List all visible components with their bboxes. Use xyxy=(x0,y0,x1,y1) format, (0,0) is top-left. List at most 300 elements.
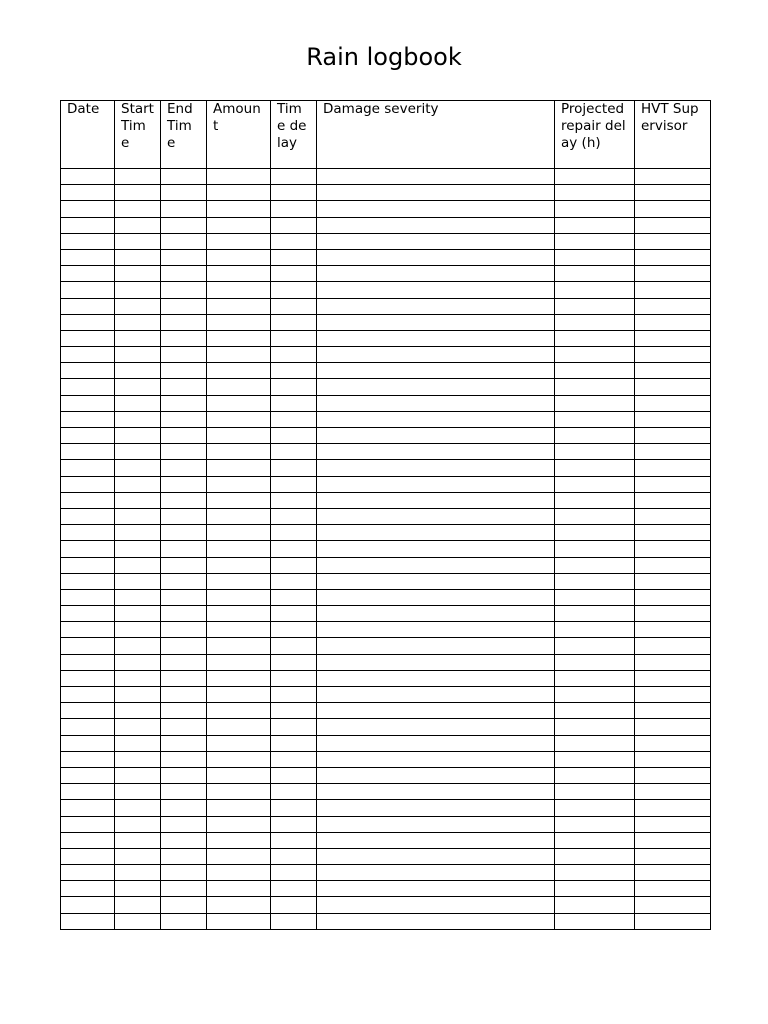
rain-logbook-table xyxy=(60,100,711,930)
table-cell xyxy=(271,395,317,411)
table-cell xyxy=(161,638,207,654)
table-cell xyxy=(115,719,161,735)
table-cell xyxy=(555,606,635,622)
table-cell xyxy=(161,363,207,379)
table-cell xyxy=(555,282,635,298)
table-row xyxy=(61,897,711,913)
table-cell xyxy=(635,606,711,622)
table-cell xyxy=(555,622,635,638)
table-cell xyxy=(207,638,271,654)
table-cell xyxy=(115,784,161,800)
table-cell xyxy=(61,897,115,913)
table-cell xyxy=(555,687,635,703)
table-cell xyxy=(161,476,207,492)
table-cell xyxy=(115,201,161,217)
table-cell xyxy=(161,266,207,282)
table-row xyxy=(61,800,711,816)
table-cell xyxy=(61,347,115,363)
table-cell xyxy=(635,282,711,298)
table-cell xyxy=(555,460,635,476)
table-row xyxy=(61,298,711,314)
table-cell xyxy=(207,525,271,541)
table-cell xyxy=(555,897,635,913)
table-cell xyxy=(207,784,271,800)
table-cell xyxy=(317,266,555,282)
table-cell xyxy=(61,735,115,751)
table-cell xyxy=(555,428,635,444)
table-cell xyxy=(555,476,635,492)
table-row xyxy=(61,185,711,201)
table-cell xyxy=(635,800,711,816)
table-cell xyxy=(115,444,161,460)
table-cell xyxy=(635,379,711,395)
table-cell xyxy=(61,541,115,557)
table-cell xyxy=(207,703,271,719)
table-row xyxy=(61,654,711,670)
table-cell xyxy=(161,848,207,864)
table-row xyxy=(61,848,711,864)
table-cell xyxy=(271,444,317,460)
table-cell xyxy=(271,573,317,589)
table-cell xyxy=(271,557,317,573)
table-cell xyxy=(207,508,271,524)
table-cell xyxy=(271,832,317,848)
table-cell xyxy=(317,444,555,460)
table-cell xyxy=(115,638,161,654)
table-row xyxy=(61,201,711,217)
table-cell xyxy=(555,233,635,249)
table-cell xyxy=(317,395,555,411)
table-cell xyxy=(317,654,555,670)
table-cell xyxy=(317,638,555,654)
table-row xyxy=(61,606,711,622)
table-cell xyxy=(161,444,207,460)
table-cell xyxy=(317,508,555,524)
table-cell xyxy=(317,217,555,233)
header-time-delay: Time delay xyxy=(271,101,317,169)
table-cell xyxy=(555,444,635,460)
table-cell xyxy=(317,622,555,638)
table-cell xyxy=(635,541,711,557)
table-cell xyxy=(555,379,635,395)
table-cell xyxy=(271,363,317,379)
table-row xyxy=(61,330,711,346)
table-cell xyxy=(115,913,161,929)
table-cell xyxy=(317,557,555,573)
table-cell xyxy=(115,881,161,897)
table-row xyxy=(61,347,711,363)
table-cell xyxy=(635,249,711,265)
table-cell xyxy=(61,411,115,427)
table-cell xyxy=(555,169,635,185)
table-cell xyxy=(207,670,271,686)
table-row xyxy=(61,460,711,476)
table-cell xyxy=(115,492,161,508)
table-cell xyxy=(61,492,115,508)
table-cell xyxy=(161,347,207,363)
table-cell xyxy=(207,897,271,913)
table-cell xyxy=(635,751,711,767)
table-row xyxy=(61,767,711,783)
header-projected-repair-delay: Projected repair delay (h) xyxy=(555,101,635,169)
table-row xyxy=(61,541,711,557)
table-cell xyxy=(161,298,207,314)
table-row xyxy=(61,719,711,735)
table-cell xyxy=(555,249,635,265)
table-cell xyxy=(271,330,317,346)
table-cell xyxy=(61,314,115,330)
table-row xyxy=(61,525,711,541)
table-cell xyxy=(317,865,555,881)
table-cell xyxy=(635,897,711,913)
table-row xyxy=(61,363,711,379)
table-cell xyxy=(271,816,317,832)
table-cell xyxy=(555,800,635,816)
table-cell xyxy=(207,314,271,330)
table-cell xyxy=(317,913,555,929)
table-row xyxy=(61,233,711,249)
table-cell xyxy=(271,670,317,686)
table-cell xyxy=(271,638,317,654)
table-cell xyxy=(115,573,161,589)
table-cell xyxy=(61,460,115,476)
table-cell xyxy=(115,751,161,767)
table-row xyxy=(61,832,711,848)
table-cell xyxy=(207,881,271,897)
table-cell xyxy=(271,217,317,233)
table-cell xyxy=(635,476,711,492)
table-cell xyxy=(555,703,635,719)
table-cell xyxy=(271,347,317,363)
table-cell xyxy=(207,557,271,573)
table-cell xyxy=(115,865,161,881)
header-end-time: End Time xyxy=(161,101,207,169)
table-cell xyxy=(555,557,635,573)
table-cell xyxy=(555,266,635,282)
table-cell xyxy=(635,573,711,589)
table-cell xyxy=(61,476,115,492)
table-cell xyxy=(635,622,711,638)
table-cell xyxy=(317,784,555,800)
table-cell xyxy=(61,881,115,897)
table-cell xyxy=(317,735,555,751)
table-cell xyxy=(161,185,207,201)
table-cell xyxy=(207,573,271,589)
table-cell xyxy=(161,169,207,185)
table-cell xyxy=(61,606,115,622)
table-cell xyxy=(271,201,317,217)
table-cell xyxy=(207,589,271,605)
table-cell xyxy=(271,266,317,282)
table-cell xyxy=(271,719,317,735)
table-cell xyxy=(161,330,207,346)
table-cell xyxy=(317,476,555,492)
table-cell xyxy=(207,379,271,395)
table-cell xyxy=(317,606,555,622)
table-cell xyxy=(555,185,635,201)
table-cell xyxy=(115,767,161,783)
table-cell xyxy=(207,330,271,346)
table-row xyxy=(61,395,711,411)
table-cell xyxy=(271,379,317,395)
table-cell xyxy=(635,298,711,314)
table-cell xyxy=(115,606,161,622)
table-cell xyxy=(161,832,207,848)
table-row xyxy=(61,492,711,508)
table-cell xyxy=(161,687,207,703)
table-cell xyxy=(207,233,271,249)
table-row xyxy=(61,784,711,800)
table-cell xyxy=(635,266,711,282)
table-cell xyxy=(555,848,635,864)
table-cell xyxy=(635,460,711,476)
table-cell xyxy=(317,428,555,444)
table-row xyxy=(61,476,711,492)
table-cell xyxy=(635,557,711,573)
table-cell xyxy=(161,751,207,767)
table-row xyxy=(61,865,711,881)
table-cell xyxy=(271,606,317,622)
table-cell xyxy=(161,314,207,330)
table-cell xyxy=(207,751,271,767)
table-cell xyxy=(207,363,271,379)
table-cell xyxy=(271,476,317,492)
table-cell xyxy=(317,314,555,330)
table-cell xyxy=(555,589,635,605)
table-cell xyxy=(207,865,271,881)
table-cell xyxy=(115,848,161,864)
table-cell xyxy=(207,492,271,508)
table-cell xyxy=(271,282,317,298)
table-cell xyxy=(61,508,115,524)
table-cell xyxy=(317,492,555,508)
table-cell xyxy=(635,314,711,330)
table-cell xyxy=(635,185,711,201)
table-cell xyxy=(207,428,271,444)
table-cell xyxy=(635,201,711,217)
table-cell xyxy=(271,654,317,670)
table-cell xyxy=(271,751,317,767)
table-cell xyxy=(317,751,555,767)
table-cell xyxy=(161,703,207,719)
table-cell xyxy=(555,492,635,508)
table-cell xyxy=(115,703,161,719)
table-row xyxy=(61,670,711,686)
table-cell xyxy=(161,767,207,783)
table-cell xyxy=(635,654,711,670)
table-cell xyxy=(207,735,271,751)
table-cell xyxy=(115,622,161,638)
table-cell xyxy=(61,298,115,314)
table-row xyxy=(61,573,711,589)
table-cell xyxy=(115,347,161,363)
table-cell xyxy=(555,573,635,589)
table-cell xyxy=(61,687,115,703)
table-cell xyxy=(115,897,161,913)
table-cell xyxy=(115,428,161,444)
table-cell xyxy=(635,589,711,605)
table-cell xyxy=(207,767,271,783)
table-cell xyxy=(555,670,635,686)
table-cell xyxy=(61,638,115,654)
table-cell xyxy=(271,460,317,476)
table-cell xyxy=(635,735,711,751)
table-cell xyxy=(555,525,635,541)
table-cell xyxy=(555,314,635,330)
table-cell xyxy=(115,282,161,298)
table-cell xyxy=(161,492,207,508)
table-cell xyxy=(317,848,555,864)
table-cell xyxy=(61,557,115,573)
table-row xyxy=(61,703,711,719)
table-cell xyxy=(115,654,161,670)
table-cell xyxy=(317,249,555,265)
table-cell xyxy=(161,282,207,298)
table-cell xyxy=(61,848,115,864)
table-cell xyxy=(61,282,115,298)
table-cell xyxy=(555,395,635,411)
table-cell xyxy=(635,832,711,848)
table-cell xyxy=(115,832,161,848)
table-cell xyxy=(271,233,317,249)
table-cell xyxy=(317,363,555,379)
table-cell xyxy=(271,800,317,816)
table-row xyxy=(61,735,711,751)
table-cell xyxy=(271,541,317,557)
table-cell xyxy=(207,282,271,298)
table-cell xyxy=(115,363,161,379)
table-cell xyxy=(61,330,115,346)
table-row xyxy=(61,508,711,524)
table-cell xyxy=(161,622,207,638)
table-cell xyxy=(317,800,555,816)
table-cell xyxy=(161,573,207,589)
table-cell xyxy=(61,266,115,282)
table-cell xyxy=(317,670,555,686)
table-cell xyxy=(161,735,207,751)
table-cell xyxy=(317,347,555,363)
table-cell xyxy=(207,444,271,460)
table-cell xyxy=(317,541,555,557)
table-cell xyxy=(61,201,115,217)
table-cell xyxy=(271,913,317,929)
table-cell xyxy=(555,719,635,735)
table-cell xyxy=(555,735,635,751)
table-cell xyxy=(555,881,635,897)
table-cell xyxy=(61,670,115,686)
table-row xyxy=(61,249,711,265)
table-cell xyxy=(271,767,317,783)
table-cell xyxy=(207,816,271,832)
table-cell xyxy=(635,330,711,346)
table-cell xyxy=(635,428,711,444)
table-cell xyxy=(61,169,115,185)
table-row xyxy=(61,379,711,395)
table-cell xyxy=(635,233,711,249)
table-cell xyxy=(61,589,115,605)
table-cell xyxy=(555,217,635,233)
table-cell xyxy=(271,298,317,314)
table-cell xyxy=(115,525,161,541)
table-cell xyxy=(207,606,271,622)
table-cell xyxy=(555,508,635,524)
table-row xyxy=(61,428,711,444)
table-cell xyxy=(555,654,635,670)
table-cell xyxy=(161,541,207,557)
table-cell xyxy=(635,687,711,703)
table-cell xyxy=(161,589,207,605)
table-cell xyxy=(161,525,207,541)
table-cell xyxy=(317,719,555,735)
table-cell xyxy=(61,800,115,816)
table-cell xyxy=(207,249,271,265)
table-cell xyxy=(115,735,161,751)
table-cell xyxy=(317,169,555,185)
table-cell xyxy=(161,460,207,476)
table-cell xyxy=(207,298,271,314)
table-cell xyxy=(317,201,555,217)
table-cell xyxy=(161,784,207,800)
table-cell xyxy=(161,201,207,217)
table-cell xyxy=(161,428,207,444)
table-cell xyxy=(555,767,635,783)
table-cell xyxy=(115,330,161,346)
table-cell xyxy=(635,848,711,864)
table-row xyxy=(61,266,711,282)
table-cell xyxy=(271,249,317,265)
table-cell xyxy=(207,476,271,492)
table-cell xyxy=(115,249,161,265)
table-row xyxy=(61,622,711,638)
table-cell xyxy=(207,800,271,816)
table-cell xyxy=(161,395,207,411)
table-cell xyxy=(271,314,317,330)
table-cell xyxy=(115,233,161,249)
table-cell xyxy=(61,217,115,233)
table-cell xyxy=(635,865,711,881)
table-cell xyxy=(555,865,635,881)
table-cell xyxy=(207,185,271,201)
table-cell xyxy=(61,654,115,670)
table-cell xyxy=(115,379,161,395)
table-cell xyxy=(271,703,317,719)
table-cell xyxy=(115,687,161,703)
table-cell xyxy=(115,589,161,605)
table-row xyxy=(61,411,711,427)
table-body xyxy=(61,169,711,930)
page-title: Rain logbook xyxy=(306,43,462,71)
table-cell xyxy=(635,169,711,185)
table-cell xyxy=(317,687,555,703)
table-cell xyxy=(317,767,555,783)
table-cell xyxy=(161,557,207,573)
table-cell xyxy=(635,395,711,411)
table-cell xyxy=(635,217,711,233)
table-cell xyxy=(207,541,271,557)
table-cell xyxy=(207,411,271,427)
table-cell xyxy=(115,395,161,411)
table-cell xyxy=(61,751,115,767)
table-cell xyxy=(207,217,271,233)
table-cell xyxy=(317,460,555,476)
table-row xyxy=(61,444,711,460)
table-cell xyxy=(635,508,711,524)
table-cell xyxy=(271,735,317,751)
table-cell xyxy=(61,444,115,460)
table-cell xyxy=(161,217,207,233)
table-row xyxy=(61,557,711,573)
table-cell xyxy=(115,670,161,686)
